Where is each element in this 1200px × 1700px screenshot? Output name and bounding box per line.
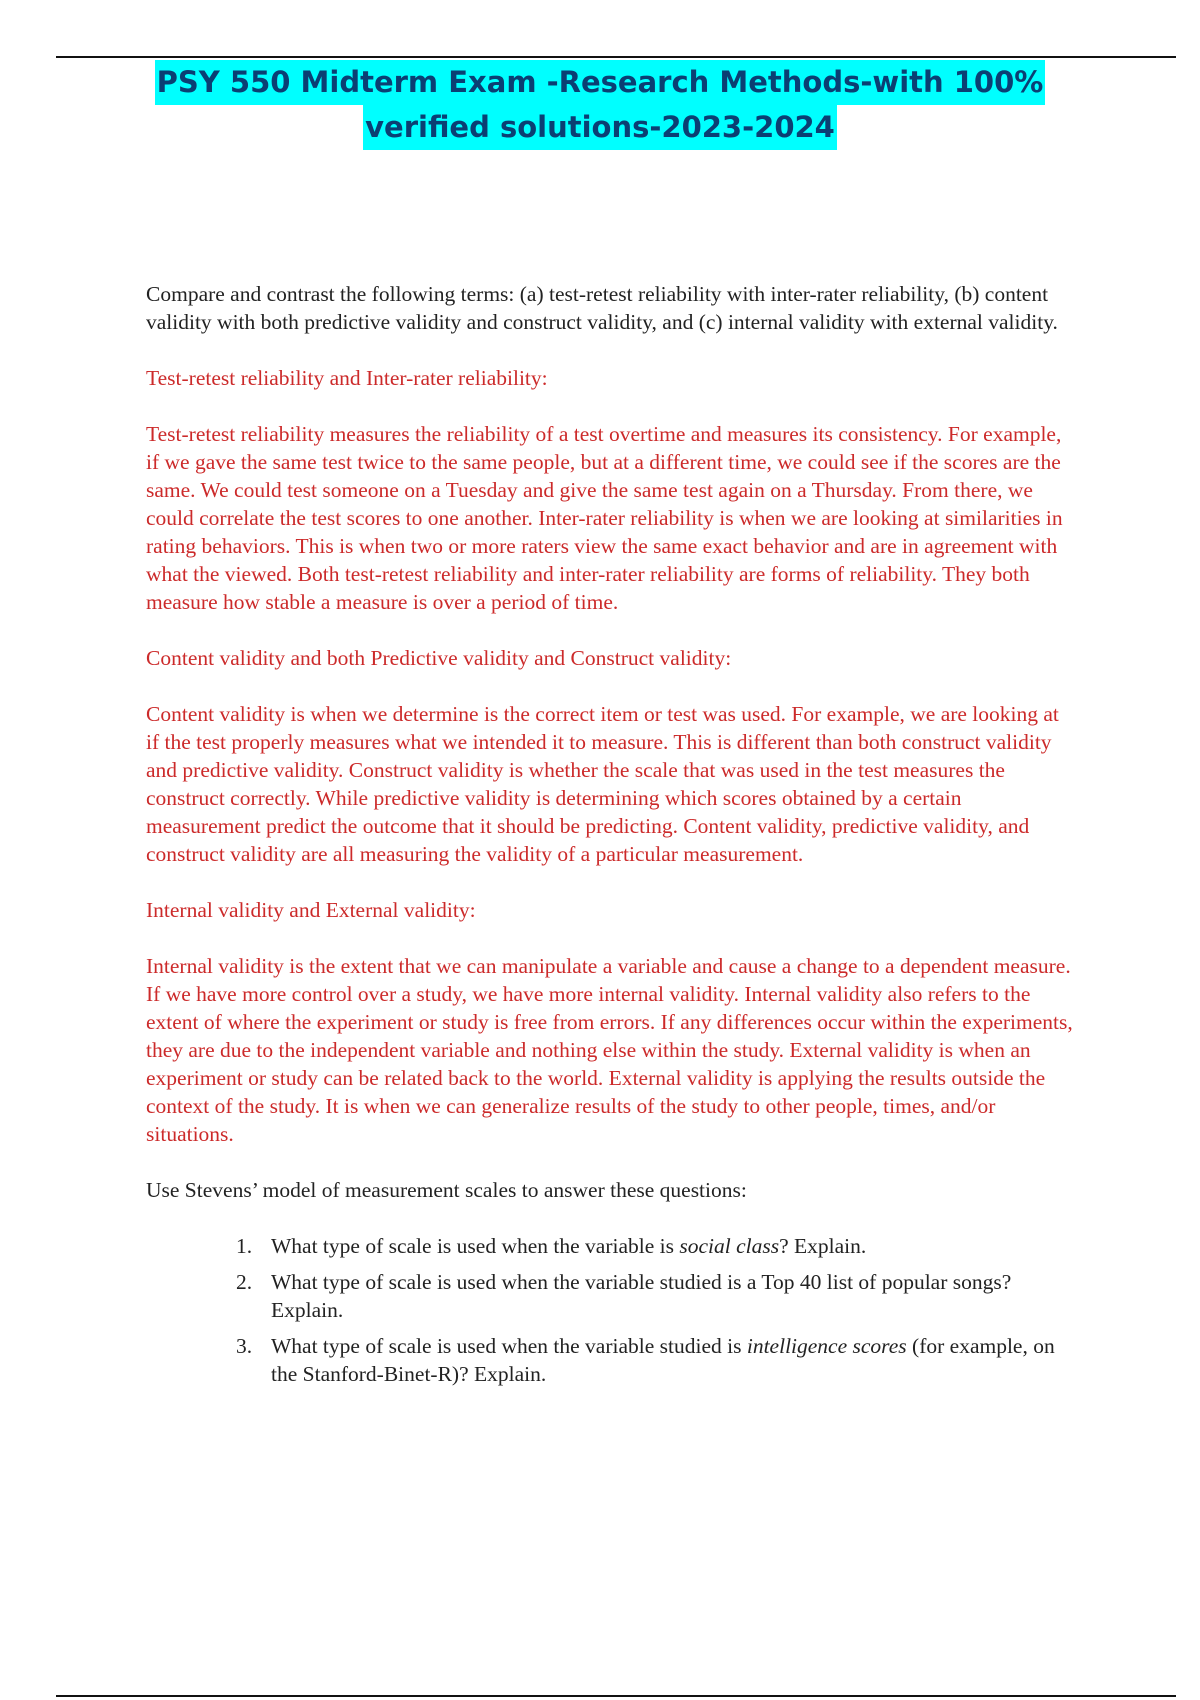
list-item-emphasis: social class (679, 1234, 780, 1258)
document-body (146, 280, 1076, 1396)
section-3-body: Internal validity is the extent that we can manipulate a variable and cause a change to a dependent measure. If we have more control over a study, we have more internal validity. Internal validity also refers to the extent of where the experiment or study is free from errors. If any differences occur within the experiments, they are due to the independent variable and nothing else within the study. External validity is when an experiment or study can be related back to the world. External validity is applying the results outside the context of the study. It is when we can generalize results of the study to other people, times, and/or situations. (146, 954, 1073, 1146)
list-item-text: What type of scale is used when the variable is (271, 1234, 680, 1258)
list-item-number: 3. (236, 1334, 253, 1358)
section-2-heading: Content validity and both Predictive validity and Construct validity: (146, 646, 732, 670)
list-item-number: 2. (236, 1270, 253, 1294)
list-item (236, 1332, 1076, 1388)
section-3-heading: Internal validity and External validity: (146, 898, 476, 922)
list-item-text: What type of scale is used when the variable studied is (271, 1334, 747, 1358)
list-item (236, 1268, 1076, 1324)
bottom-rule (56, 1695, 1176, 1697)
top-rule (56, 56, 1176, 58)
section-1-body: Test-retest reliability measures the reliability of a test overtime and measures its consistency. For example, if we gave the same test twice to the same people, but at a different time, we could see if the scores are the same. We could test someone on a Tuesday and give the same test again on a Thursday. From there, we could correlate the test scores to one another. Inter-rater reliability is when we are looking at similarities in rating behaviors. This is when two or more raters view the same exact behavior and are in agreement with what the viewed. Both test-retest reliability and inter-rater reliability are forms of reliability. They both measure how stable a measure is over a period of time. (146, 422, 1063, 614)
question-1-prompt: Compare and contrast the following terms: (a) test-retest reliability with inter-rater reliability, (b) content validity with both predictive validity and construct validity, and (c) internal validity with external validity. (146, 282, 1058, 334)
section-1-heading: Test-retest reliability and Inter-rater reliability: (146, 366, 548, 390)
question-2-prompt: Use Stevens’ model of measurement scales to answer these questions: (146, 1178, 747, 1202)
scale-question-list (146, 1232, 1076, 1388)
list-item-text: What type of scale is used when the variable studied is a Top 40 list of popular songs? Explain. (271, 1270, 1012, 1322)
section-2-body: Content validity is when we determine is the correct item or test was used. For example, we are looking at if the test properly measures what we intended it to measure. This is different than both construct validity and predictive validity. Construct validity is whether the scale that was used in the test measures the construct correctly. While predictive validity is determining which scores obtained by a certain measurement predict the outcome that it should be predicting. Content validity, predictive validity, and construct validity are all measuring the validity of a particular measurement. (146, 702, 1059, 866)
document-title (0, 60, 1200, 150)
list-item-emphasis: intelligence scores (746, 1334, 907, 1358)
list-item-text-end: (for example, on the Stanford-Binet-R)? Explain. (271, 1334, 1055, 1386)
list-item (236, 1232, 1076, 1260)
title-line-1: PSY 550 Midterm Exam -Research Methods-with 100% (155, 60, 1046, 105)
list-item-number: 1. (236, 1234, 253, 1258)
list-item-text-end: ? Explain. (779, 1234, 867, 1258)
title-line-2: verified solutions-2023-2024 (363, 105, 837, 150)
